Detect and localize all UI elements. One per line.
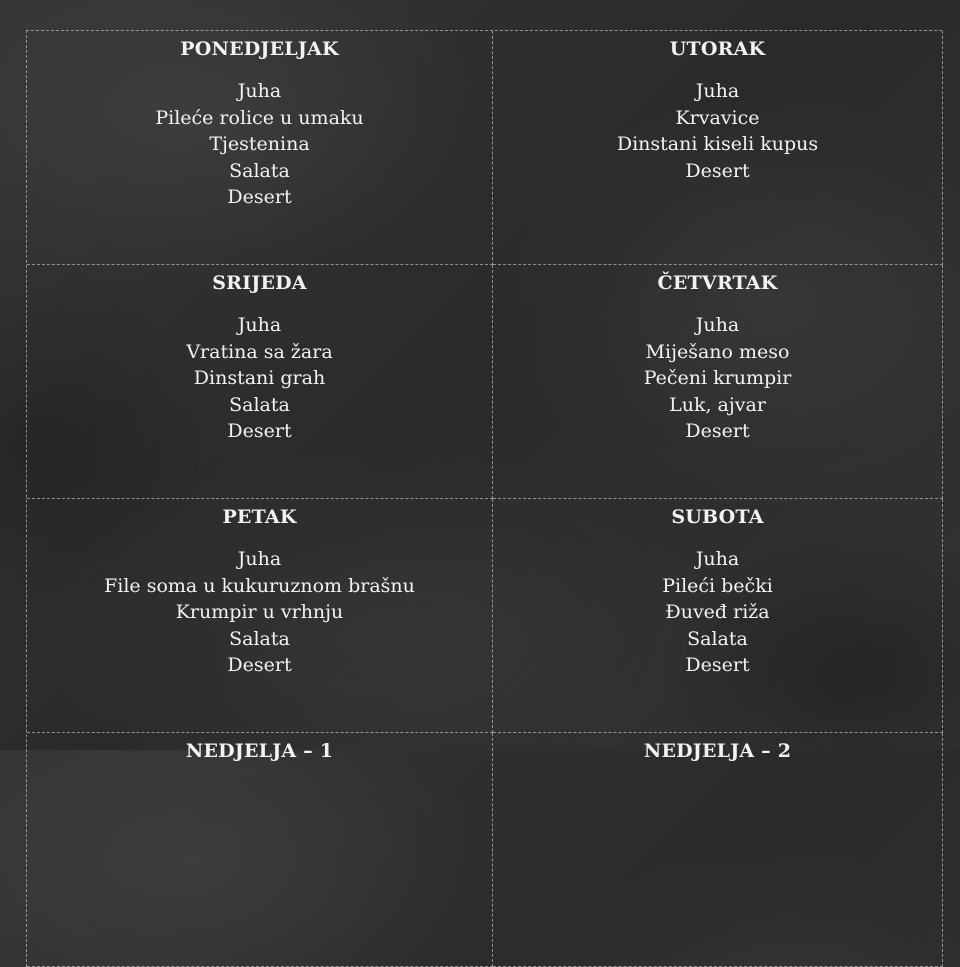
dish-item: Pečeni krumpir (643, 367, 792, 389)
dish-item: Tjestenina (209, 133, 310, 155)
day-cell-nedjelja-2 (493, 733, 943, 967)
day-title: ČETVRTAK (657, 272, 778, 294)
dish-item: Luk, ajvar (669, 393, 766, 416)
dish-item: Desert (685, 654, 750, 676)
dish-list (493, 546, 942, 679)
day-cell-utorak (493, 31, 943, 265)
dish-list (27, 78, 492, 211)
dish-item: Desert (227, 654, 292, 676)
day-cell-cetvrtak (493, 265, 943, 499)
dish-item: Krumpir u vrhnju (175, 601, 344, 623)
day-title: PETAK (222, 506, 297, 528)
day-title: SRIJEDA (212, 272, 307, 294)
day-title: PONEDJELJAK (180, 38, 339, 60)
day-title: UTORAK (669, 38, 766, 60)
dish-item: Desert (227, 186, 292, 208)
dish-item: Desert (685, 159, 750, 182)
dish-item: Pileće rolice u umaku (155, 106, 364, 129)
dish-item: Juha (695, 80, 740, 102)
dish-item: Dinstani grah (193, 367, 326, 389)
dish-item: Salata (687, 627, 748, 650)
dish-item: Dinstani kiseli kupus (616, 133, 819, 155)
dish-item: Krvavice (675, 106, 760, 129)
dish-item: Salata (229, 627, 290, 650)
day-cell-ponedjeljak (27, 31, 493, 265)
dish-item: Vratina sa žara (186, 340, 333, 363)
dish-item: Salata (229, 393, 290, 416)
day-cell-nedjelja-1 (27, 733, 493, 967)
dish-item: File soma u kukuruznom brašnu (104, 574, 415, 597)
weekly-menu-grid (26, 30, 942, 967)
day-title: NEDJELJA – 1 (185, 740, 334, 762)
dish-item: Salata (229, 159, 290, 182)
day-cell-subota (493, 499, 943, 733)
dish-item: Juha (695, 548, 740, 570)
day-cell-srijeda (27, 265, 493, 499)
dish-item: Juha (695, 314, 740, 336)
dish-item: Desert (227, 420, 292, 442)
dish-item: Đuveđ riža (665, 601, 770, 623)
dish-item: Desert (685, 420, 750, 442)
day-title: NEDJELJA – 2 (643, 740, 792, 762)
dish-item: Juha (237, 314, 282, 336)
dish-item: Juha (237, 80, 282, 102)
dish-item: Pileći bečki (662, 574, 773, 597)
dish-list (493, 78, 942, 184)
dish-item: Juha (237, 548, 282, 570)
day-title: SUBOTA (671, 506, 764, 528)
day-cell-petak (27, 499, 493, 733)
dish-list (27, 546, 492, 679)
dish-item: Miješano meso (645, 340, 790, 363)
dish-list (493, 312, 942, 445)
dish-list (27, 312, 492, 445)
